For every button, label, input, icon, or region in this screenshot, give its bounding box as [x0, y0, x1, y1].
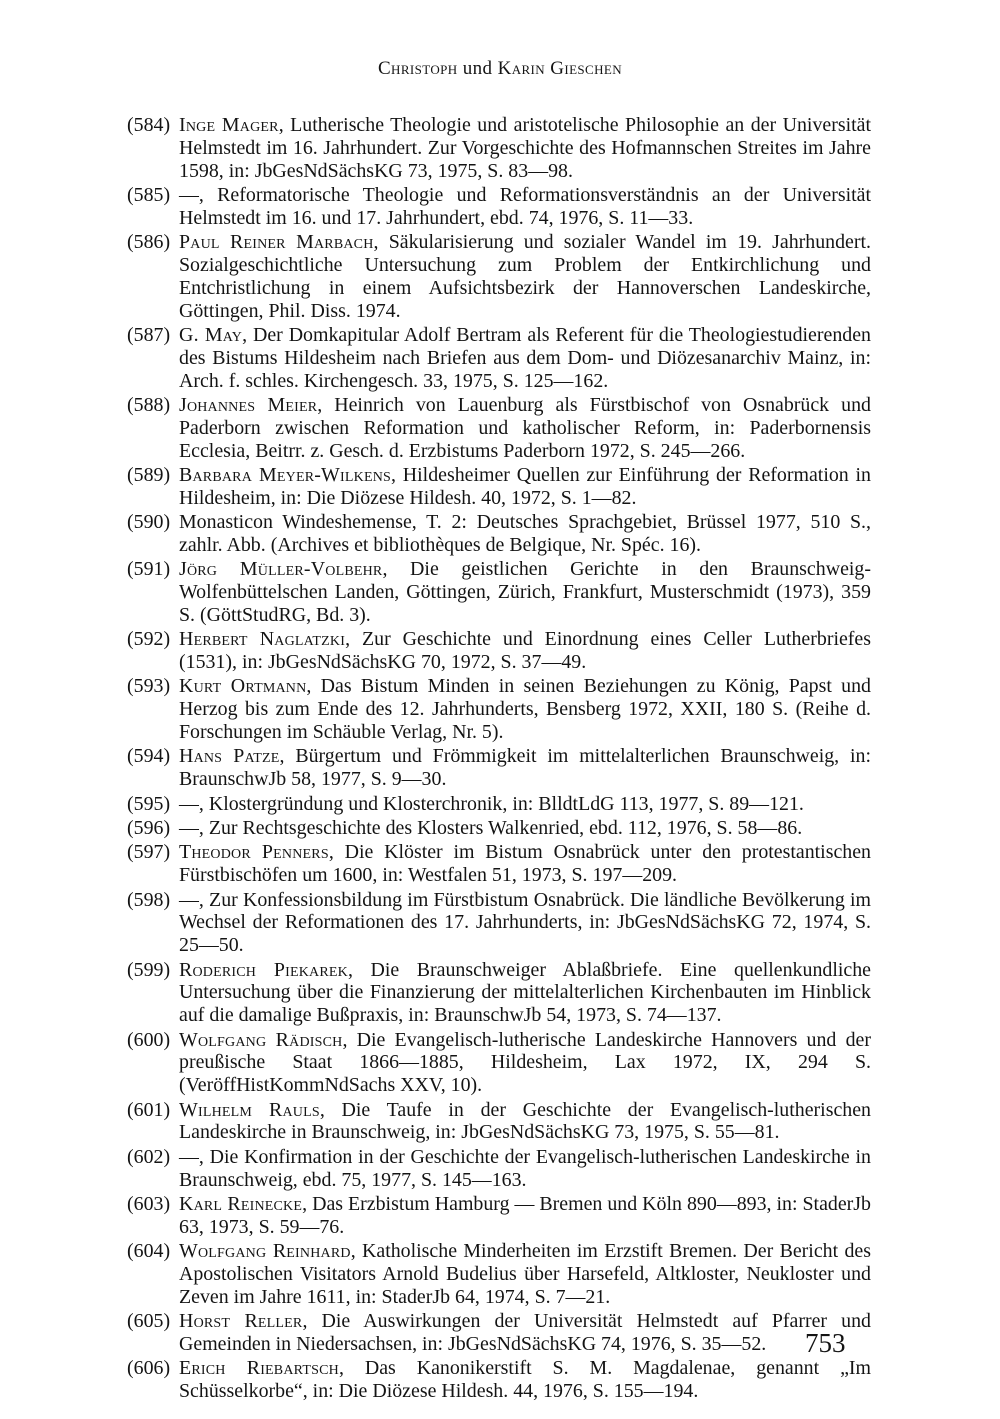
entry-author: Barbara Meyer-Wilkens — [179, 463, 392, 486]
entry-text: —, Zur Konfessionsbildung im Fürstbistum Osnabrück. Die ländliche Bevölkerung im Wechsel der Reformationen des 17. Jahrhunderts, in: JbGesNdSächsKG 72, 1974, S. 25—50. — [179, 888, 871, 957]
bibliography-entry — [127, 394, 871, 462]
entry-author: Paul Reiner Marbach — [179, 231, 374, 254]
bibliography-entry — [127, 1099, 871, 1145]
entry-text: , Der Domkapitular Adolf Bertram als Referent für die Theologiestudierenden des Bistums Hildesheim nach Briefen aus dem Dom- und Diözesanarchiv Mainz, in: Arch. f. schles. Kirchengesch. 33, 1975, S. 125—162. — [179, 323, 871, 392]
bibliography-entry — [127, 817, 871, 840]
entry-author: Johannes Meier — [179, 393, 318, 416]
entry-text: , Bürgertum und Frömmigkeit im mittelalterlichen Braunschweig, in: BraunschwJb 58, 1977, S. 9—30. — [179, 745, 871, 791]
bibliography-entry — [127, 464, 871, 510]
entry-author: Wilhelm Rauls — [179, 1098, 320, 1121]
entry-author: G. May — [179, 323, 243, 346]
entry-number: (600) — [127, 1028, 171, 1051]
header-author-1: Christoph — [377, 58, 458, 79]
bibliography-entry — [127, 889, 871, 957]
entry-text: , Zur Geschichte und Einordnung eines Celler Lutherbriefes (1531), in: JbGesNdSächsKG 70, 1972, S. 37—49. — [179, 628, 871, 674]
entry-number: (598) — [127, 888, 171, 911]
bibliography-entry — [127, 841, 871, 887]
bibliography-entry — [127, 231, 871, 322]
bibliography-entry — [127, 628, 871, 674]
bibliography-entry — [127, 745, 871, 791]
entry-author: Roderich Piekarek — [179, 958, 348, 981]
bibliography-entry — [127, 675, 871, 743]
entry-text: , Lutherische Theologie und aristotelische Philosophie an der Universität Helmstedt im 16. Jahrhundert. Zur Vorgeschichte des Hofmannschen Streites im Jahre 1598, in: JbGesNdSächsKG 73, 1975, S. 83—98. — [179, 114, 871, 182]
bibliography-entry — [127, 511, 871, 557]
entry-number: (599) — [127, 958, 171, 981]
entry-author: Inge Mager — [179, 114, 279, 136]
entry-number: (606) — [127, 1357, 171, 1380]
entry-number: (605) — [127, 1310, 171, 1333]
entry-text: , Säkularisierung und sozialer Wandel im 19. Jahrhundert. Sozialgeschichtliche Untersuchung zum Problem der Entkirchlichung und Entchristlichung in einem Aufsichtsbezirk der Hannoverschen Landeskirche, Göttingen, Phil. Diss. 1974. — [179, 231, 871, 322]
entry-number: (584) — [127, 114, 171, 136]
entry-number: (585) — [127, 183, 171, 206]
entry-author: Theodor Penners — [179, 841, 329, 864]
entry-text: , Die Auswirkungen der Universität Helmstedt auf Pfarrer und Gemeinden in Niedersachsen, in: JbGesNdSächsKG 74, 1976, S. 35—52. — [179, 1310, 871, 1355]
entry-number: (603) — [127, 1192, 171, 1215]
entry-text: , Hildesheimer Quellen zur Einführung der Reformation in Hildesheim, in: Die Diözese Hildesh. 40, 1972, S. 1—82. — [179, 463, 871, 509]
entry-number: (602) — [127, 1145, 171, 1168]
bibliography-entry — [127, 1029, 871, 1097]
entry-text: —, Klostergründung und Klosterchronik, in: BlldtLdG 113, 1977, S. 89—121. — [179, 792, 804, 815]
entry-number: (586) — [127, 231, 171, 254]
bibliography-entry — [127, 324, 871, 392]
entry-number: (594) — [127, 745, 171, 768]
bibliography-entry — [127, 558, 871, 626]
entry-number: (590) — [127, 511, 171, 534]
entry-author: Wolfgang Rädisch — [179, 1028, 343, 1051]
entry-text: , Das Kanonikerstift S. M. Magdalenae, genannt „Im Schüsselkorbe“, in: Die Diözese Hildesh. 44, 1976, S. 155—194. — [179, 1357, 872, 1403]
entry-text: , Die Braunschweiger Ablaßbriefe. Eine quellenkundliche Untersuchung über die Finanzierung der mittelalterlichen Kirchenbauten im Hinblick auf die damalige Bußpraxis, in: BraunschwJb 54, 1973, S. 74—137. — [179, 958, 871, 1027]
entry-text: , Das Bistum Minden in seinen Beziehungen zu König, Papst und Herzog bis zum Ende des 12. Jahrhunderts, Bensberg 1972, XXII, 180 S. (Reihe d. Forschungen im Schäuble Verlag, Nr. 5). — [179, 675, 871, 744]
bibliography-entry — [127, 793, 871, 816]
entry-number: (597) — [127, 841, 171, 864]
entry-text: , Die Klöster im Bistum Osnabrück unter den protestantischen Fürstbischöfen um 1600, in: Westfalen 51, 1973, S. 197—209. — [179, 841, 872, 887]
bibliography-list — [127, 114, 871, 1404]
entry-number: (595) — [127, 792, 171, 815]
bibliography-entry — [127, 1357, 871, 1403]
entry-number: (593) — [127, 675, 171, 698]
entry-number: (604) — [127, 1240, 171, 1263]
entry-text: —, Zur Rechtsgeschichte des Klosters Walkenried, ebd. 112, 1976, S. 58—86. — [179, 817, 803, 840]
header-conjunction: und — [462, 58, 493, 79]
entry-author: Karl Reinecke — [179, 1192, 303, 1215]
entry-text: , Die Taufe in der Geschichte der Evangelisch-lutherischen Landeskirche in Braunschweig, in: JbGesNdSächsKG 73, 1975, S. 55—81. — [179, 1098, 871, 1144]
running-header — [0, 58, 1000, 80]
bibliography-entry — [127, 1240, 871, 1308]
header-author-2: Karin Gieschen — [497, 58, 623, 79]
entry-author: Hans Patze — [179, 745, 280, 768]
entry-number: (592) — [127, 628, 171, 651]
entry-author: Erich Riebartsch — [179, 1357, 339, 1380]
bibliography-entry — [127, 114, 871, 182]
entry-text: Monasticon Windeshemense, T. 2: Deutsches Sprachgebiet, Brüssel 1977, 510 S., zahlr. Abb. (Archives et bibliothèques de Belgique, Nr. Spéc. 16). — [179, 511, 871, 556]
entry-text: , Die geistlichen Gerichte in den Braunschweig-Wolfenbüttelschen Landen, Göttingen, Zürich, Frankfurt, Musterschmidt (1973), 359 S. (GöttStudRG, Bd. 3). — [179, 558, 871, 626]
entry-number: (589) — [127, 463, 171, 486]
entry-number: (601) — [127, 1098, 171, 1121]
entry-author: Horst Reller — [179, 1310, 303, 1333]
bibliography-entry — [127, 1146, 871, 1192]
entry-text: , Heinrich von Lauenburg als Fürstbischof von Osnabrück und Paderborn zwischen Reformation und katholischer Reform, in: Paderbornensis Ecclesia, Beitrr. z. Gesch. d. Erzbistums Paderborn 1972, S. 245—266. — [179, 393, 871, 462]
bibliography-entry — [127, 1310, 871, 1356]
entry-author: Herbert Naglatzki — [179, 628, 346, 651]
entry-number: (588) — [127, 393, 171, 416]
entry-text: , Das Erzbistum Hamburg — Bremen und Köln 890—893, in: StaderJb 63, 1973, S. 59—76. — [179, 1192, 871, 1238]
entry-text: —, Reformatorische Theologie und Reformationsverständnis an der Universität Helmstedt im 16. und 17. Jahrhundert, ebd. 74, 1976, S. 11—33. — [179, 183, 871, 229]
bibliography-entry — [127, 184, 871, 230]
page-number: 753 — [805, 1328, 846, 1358]
entry-author: Wolfgang Reinhard — [179, 1240, 351, 1263]
entry-number: (587) — [127, 323, 171, 346]
entry-text: , Katholische Minderheiten im Erzstift Bremen. Der Bericht des Apostolischen Visitators Arnold Budelius über Harsefeld, Altkloster, Neukloster und Zeven im Jahre 1611, in: StaderJb 64, 1974, S. 7—21. — [179, 1240, 871, 1308]
bibliography-entry — [127, 1193, 871, 1239]
entry-text: —, Die Konfirmation in der Geschichte der Evangelisch-lutherischen Landeskirche in Braunschweig, ebd. 75, 1977, S. 145—163. — [179, 1145, 871, 1191]
entry-author: Kurt Ortmann — [179, 675, 307, 698]
entry-author: Jörg Müller-Volbehr — [179, 558, 383, 581]
entry-text: , Die Evangelisch-lutherische Landeskirche Hannovers und der preußische Staat 1866—1885, Hildesheim, Lax 1972, IX, 294 S. (VeröffHistKommNdSachs XXV, 10). — [179, 1028, 871, 1097]
entry-number: (591) — [127, 558, 171, 581]
entry-number: (596) — [127, 817, 171, 840]
bibliography-entry — [127, 959, 871, 1027]
